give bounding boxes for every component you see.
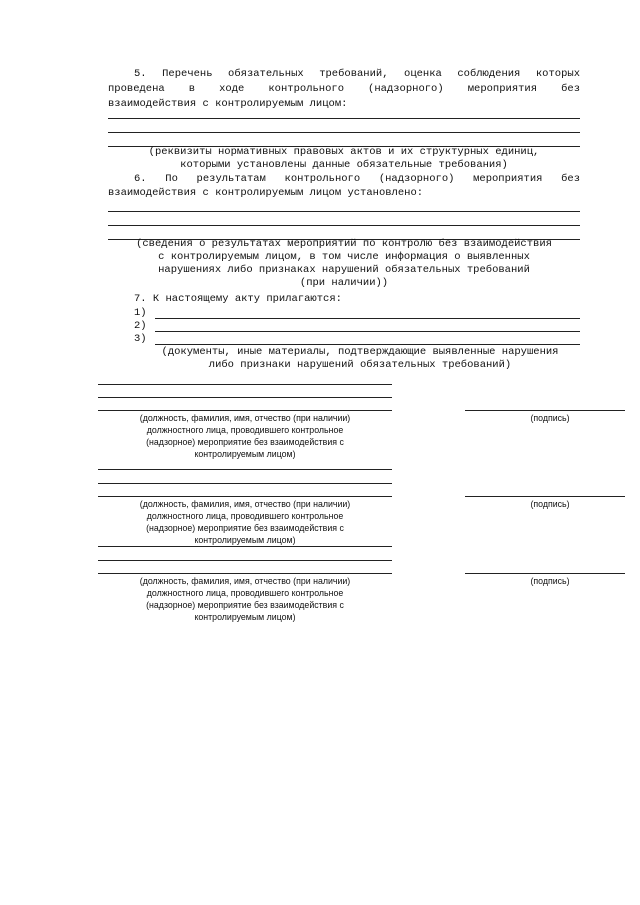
section-6-caption-line-1: (сведения о результатах мероприятий по контролю без взаимодействия [136,238,552,250]
signature-3-position-line-1[interactable] [98,546,392,547]
signature-3-caption-line-2: должностного лица, проводившего контрольное [146,588,344,598]
signature-1-caption-line-2: должностного лица, проводившего контрольное [146,425,344,435]
section-7-caption-line-2: либо признаки нарушений обязательных требований) [208,359,512,371]
signature-2-position-line-1[interactable] [98,469,392,470]
attachment-item-1-field[interactable] [155,318,580,319]
signature-1-caption-line-4: контролируемым лицом) [194,449,296,459]
section-7-caption-line-1: (документы, иные материалы, подтверждающие выявленные нарушения [161,346,559,358]
attachment-item-2-field[interactable] [155,331,580,332]
signature-3-caption-line-4: контролируемым лицом) [194,612,296,622]
section-5-caption-line-1: (реквизиты нормативных правовых актов и их структурных единиц, [148,146,540,158]
signature-2-caption-line-2: должностного лица, проводившего контрольное [146,511,344,521]
section-6-caption-line-4: (при наличии)) [299,277,389,289]
signature-2-position-line-3[interactable] [98,496,392,497]
section-6-fill-line-1[interactable] [108,211,580,212]
signature-3-caption-line-1: (должность, фамилия, имя, отчество (при наличии) [139,576,351,586]
section-5-caption-line-2: которыми установлены данные обязательные требования) [180,159,508,171]
section-5-line-2: проведена в ходе контрольного (надзорного) мероприятия без [108,83,580,95]
signature-2-caption-line-4: контролируемым лицом) [194,535,296,545]
section-5 [108,67,580,112]
attachment-item-2-label: 2) [134,320,147,332]
signature-3-sign-line[interactable] [465,573,625,574]
signature-1-sign-line[interactable] [465,410,625,411]
section-6-caption-line-2: с контролируемым лицом, в том числе информация о выявленных [158,251,530,263]
signature-1-caption-line-1: (должность, фамилия, имя, отчество (при наличии) [139,413,351,423]
section-5-caption [108,146,580,172]
section-6-line-2: взаимодействия с контролируемым лицом установлено: [108,187,424,199]
section-6-caption [108,238,580,290]
signature-1-sign-label: (подпись) [530,413,570,423]
signature-1-position-line-1[interactable] [98,384,392,385]
signature-3-position-line-2[interactable] [98,560,392,561]
signature-2-sign-label: (подпись) [530,499,570,509]
section-5-line-3: взаимодействия с контролируемым лицом: [108,98,348,110]
attachment-item-3-label: 3) [134,333,147,345]
signature-3-caption [98,575,392,623]
signature-2-caption [98,498,392,546]
section-7-heading: 7. К настоящему акту прилагаются: [134,293,342,305]
attachment-item-3-field[interactable] [155,344,580,345]
signature-2-caption-line-1: (должность, фамилия, имя, отчество (при наличии) [139,499,351,509]
attachment-item-1-label: 1) [134,307,147,319]
signature-2-sign-line[interactable] [465,496,625,497]
section-5-line-1: 5. Перечень обязательных требований, оценка соблюдения которых [134,68,580,80]
section-6-fill-line-2[interactable] [108,225,580,226]
signature-2-position-line-2[interactable] [98,483,392,484]
section-5-fill-line-2[interactable] [108,132,580,133]
signature-2-caption-line-3: (надзорное) мероприятие без взаимодействия с [146,523,344,533]
section-6 [108,172,580,200]
signature-1-caption-line-3: (надзорное) мероприятие без взаимодействия с [146,437,344,447]
section-6-caption-line-3: нарушениях либо признаках нарушений обязательных требований [158,264,530,276]
section-5-fill-line-1[interactable] [108,118,580,119]
signature-3-caption-line-3: (надзорное) мероприятие без взаимодействия с [146,600,344,610]
section-6-line-1: 6. По результатам контрольного (надзорного) мероприятия без [134,173,580,185]
signature-3-position-line-3[interactable] [98,573,392,574]
signature-1-position-line-2[interactable] [98,397,392,398]
section-7-caption [120,346,600,372]
signature-1-position-line-3[interactable] [98,410,392,411]
signature-1-caption [98,412,392,460]
signature-3-sign-label: (подпись) [530,576,570,586]
